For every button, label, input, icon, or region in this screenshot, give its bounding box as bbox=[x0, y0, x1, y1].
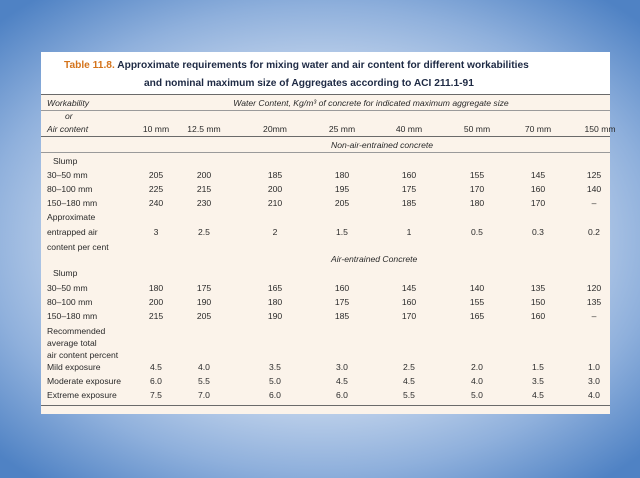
row-label-air-1: 30–50 mm bbox=[47, 283, 88, 293]
air-row-2-cell: 175 bbox=[334, 297, 350, 307]
non-air-row-2-cell: 195 bbox=[334, 184, 350, 194]
exposure-row-2-cell: 6.0 bbox=[150, 376, 162, 386]
header-size-6: 50 mm bbox=[463, 124, 491, 134]
exposure-row-1-cell: 4.5 bbox=[150, 362, 162, 372]
header-bottom-rule bbox=[41, 136, 610, 137]
air-row-1-cell: 145 bbox=[401, 283, 417, 293]
caption-title-line-1: Approximate requirements for mixing water and air content for different workabilities bbox=[117, 60, 529, 71]
header-water-content-label: Water Content, Kg/m³ of concrete for indicated maximum aggregate size bbox=[233, 98, 509, 108]
non-air-row-1-cell: 200 bbox=[196, 170, 212, 180]
non-air-row-2-cell: 160 bbox=[530, 184, 546, 194]
air-row-2-cell: 155 bbox=[469, 297, 485, 307]
air-row-1-cell: 165 bbox=[267, 283, 283, 293]
header-size-3: 20mm bbox=[263, 124, 287, 134]
header-size-2: 12.5 mm bbox=[187, 124, 221, 134]
entrapped-air-row-cell: 3 bbox=[153, 227, 159, 237]
non-air-row-1-cell: 160 bbox=[401, 170, 417, 180]
air-row-1-cell: 140 bbox=[469, 283, 485, 293]
exposure-row-2-cell: 3.0 bbox=[588, 376, 600, 386]
entrapped-air-label-3: content per cent bbox=[47, 242, 109, 252]
entrapped-air-row-cell: 0.3 bbox=[532, 227, 544, 237]
row-label-non-air-1: 30–50 mm bbox=[47, 170, 88, 180]
entrapped-air-row-cell: 0.2 bbox=[588, 227, 600, 237]
air-row-3-cell: 170 bbox=[401, 311, 417, 321]
non-air-row-2-cell: 200 bbox=[267, 184, 283, 194]
air-row-1-cell: 180 bbox=[148, 283, 164, 293]
air-row-1-cell: 160 bbox=[334, 283, 350, 293]
header-air-content-label: Air content bbox=[47, 124, 89, 134]
slump-label-air: Slump bbox=[53, 268, 78, 278]
non-air-row-1-cell: 145 bbox=[530, 170, 546, 180]
exposure-row-3-cell: 4.0 bbox=[588, 390, 600, 400]
air-row-2-cell: 150 bbox=[530, 297, 546, 307]
header-or-label: or bbox=[65, 111, 73, 121]
header-workability-label: Workability bbox=[47, 98, 90, 108]
exposure-row-1-cell: 1.0 bbox=[588, 362, 600, 372]
table-panel bbox=[41, 52, 616, 414]
entrapped-air-label-2: entrapped air bbox=[47, 227, 98, 237]
recommended-air-label-3: air content percent bbox=[47, 350, 119, 360]
exposure-row-1-cell: 3.5 bbox=[269, 362, 281, 372]
exposure-row-2-cell: 3.5 bbox=[532, 376, 544, 386]
header-size-8: 150 mm bbox=[584, 124, 616, 134]
exposure-row-3-cell: 6.0 bbox=[336, 390, 348, 400]
recommended-air-label-2: average total bbox=[47, 338, 97, 348]
caption-line-1 bbox=[64, 60, 529, 71]
air-row-2-cell: 160 bbox=[401, 297, 417, 307]
section-title-air: Air-entrained Concrete bbox=[331, 254, 418, 264]
non-air-row-3-cell: 180 bbox=[469, 198, 485, 208]
section-title-non-air: Non-air-entrained concrete bbox=[331, 140, 434, 150]
air-row-2-cell: 180 bbox=[267, 297, 283, 307]
air-row-3-cell: – bbox=[591, 311, 597, 321]
exposure-row-3-cell: 5.0 bbox=[471, 390, 483, 400]
exposure-row-1-cell: 4.0 bbox=[198, 362, 210, 372]
air-row-3-cell: 160 bbox=[530, 311, 546, 321]
exposure-row-3-cell: 4.5 bbox=[532, 390, 544, 400]
exposure-row-3-cell: 6.0 bbox=[269, 390, 281, 400]
non-air-row-1-cell: 205 bbox=[148, 170, 164, 180]
entrapped-air-row-cell: 1 bbox=[406, 227, 412, 237]
non-air-row-1-cell: 180 bbox=[334, 170, 350, 180]
recommended-air-label-1: Recommended bbox=[47, 326, 106, 336]
header-size-5: 40 mm bbox=[395, 124, 423, 134]
exposure-row-2-cell: 4.5 bbox=[336, 376, 348, 386]
exposure-row-1-cell: 2.0 bbox=[471, 362, 483, 372]
entrapped-air-label-1: Approximate bbox=[47, 212, 96, 222]
air-row-3-cell: 205 bbox=[196, 311, 212, 321]
non-air-row-2-cell: 175 bbox=[401, 184, 417, 194]
air-row-2-cell: 200 bbox=[148, 297, 164, 307]
non-air-row-1-cell: 185 bbox=[267, 170, 283, 180]
caption-table-number: Table 11.8. bbox=[64, 60, 115, 71]
air-row-3-cell: 185 bbox=[334, 311, 350, 321]
exposure-row-3-cell: 7.0 bbox=[198, 390, 210, 400]
exposure-row-2-cell: 5.5 bbox=[198, 376, 210, 386]
exposure-row-2-cell: 4.5 bbox=[403, 376, 415, 386]
row-label-non-air-2: 80–100 mm bbox=[47, 184, 93, 194]
row-label-non-air-3: 150–180 mm bbox=[47, 198, 98, 208]
non-air-row-3-cell: 230 bbox=[196, 198, 212, 208]
header-size-4: 25 mm bbox=[328, 124, 356, 134]
header-span-rule bbox=[41, 110, 610, 111]
table-bottom-rule bbox=[41, 405, 610, 406]
entrapped-air-row-cell: 0.5 bbox=[471, 227, 483, 237]
non-air-row-3-cell: 210 bbox=[267, 198, 283, 208]
air-row-1-cell: 135 bbox=[530, 283, 546, 293]
non-air-row-3-cell: 240 bbox=[148, 198, 164, 208]
non-air-row-1-cell: 155 bbox=[469, 170, 485, 180]
non-air-row-3-cell: 205 bbox=[334, 198, 350, 208]
non-air-row-3-cell: – bbox=[591, 198, 597, 208]
table-caption bbox=[41, 52, 610, 94]
air-row-1-cell: 120 bbox=[586, 283, 602, 293]
exposure-label-2: Moderate exposure bbox=[47, 376, 122, 386]
exposure-row-1-cell: 2.5 bbox=[403, 362, 415, 372]
exposure-label-1: Mild exposure bbox=[47, 362, 101, 372]
row-label-air-3: 150–180 mm bbox=[47, 311, 98, 321]
air-row-2-cell: 190 bbox=[196, 297, 212, 307]
non-air-row-2-cell: 140 bbox=[586, 184, 602, 194]
non-air-row-3-cell: 185 bbox=[401, 198, 417, 208]
air-row-3-cell: 165 bbox=[469, 311, 485, 321]
exposure-row-1-cell: 3.0 bbox=[336, 362, 348, 372]
air-row-2-cell: 135 bbox=[586, 297, 602, 307]
header-size-1: 10 mm bbox=[142, 124, 170, 134]
exposure-row-3-cell: 7.5 bbox=[150, 390, 162, 400]
non-air-row-2-cell: 215 bbox=[196, 184, 212, 194]
non-air-row-2-cell: 225 bbox=[148, 184, 164, 194]
exposure-row-1-cell: 1.5 bbox=[532, 362, 544, 372]
non-air-row-1-cell: 125 bbox=[586, 170, 602, 180]
entrapped-air-row-cell: 1.5 bbox=[336, 227, 348, 237]
exposure-row-2-cell: 4.0 bbox=[471, 376, 483, 386]
caption-title-line-2: and nominal maximum size of Aggregates according to ACI 211.1-91 bbox=[144, 78, 474, 89]
air-row-3-cell: 215 bbox=[148, 311, 164, 321]
air-row-3-cell: 190 bbox=[267, 311, 283, 321]
entrapped-air-row-cell: 2.5 bbox=[198, 227, 210, 237]
non-air-row-2-cell: 170 bbox=[469, 184, 485, 194]
exposure-row-2-cell: 5.0 bbox=[269, 376, 281, 386]
section-rule-non-air bbox=[41, 152, 610, 153]
row-label-air-2: 80–100 mm bbox=[47, 297, 93, 307]
header-size-7: 70 mm bbox=[524, 124, 552, 134]
exposure-row-3-cell: 5.5 bbox=[403, 390, 415, 400]
entrapped-air-row-cell: 2 bbox=[272, 227, 278, 237]
exposure-label-3: Extreme exposure bbox=[47, 390, 117, 400]
air-row-1-cell: 175 bbox=[196, 283, 212, 293]
non-air-row-3-cell: 170 bbox=[530, 198, 546, 208]
header-top-rule bbox=[41, 94, 610, 95]
slump-label-non-air: Slump bbox=[53, 156, 78, 166]
